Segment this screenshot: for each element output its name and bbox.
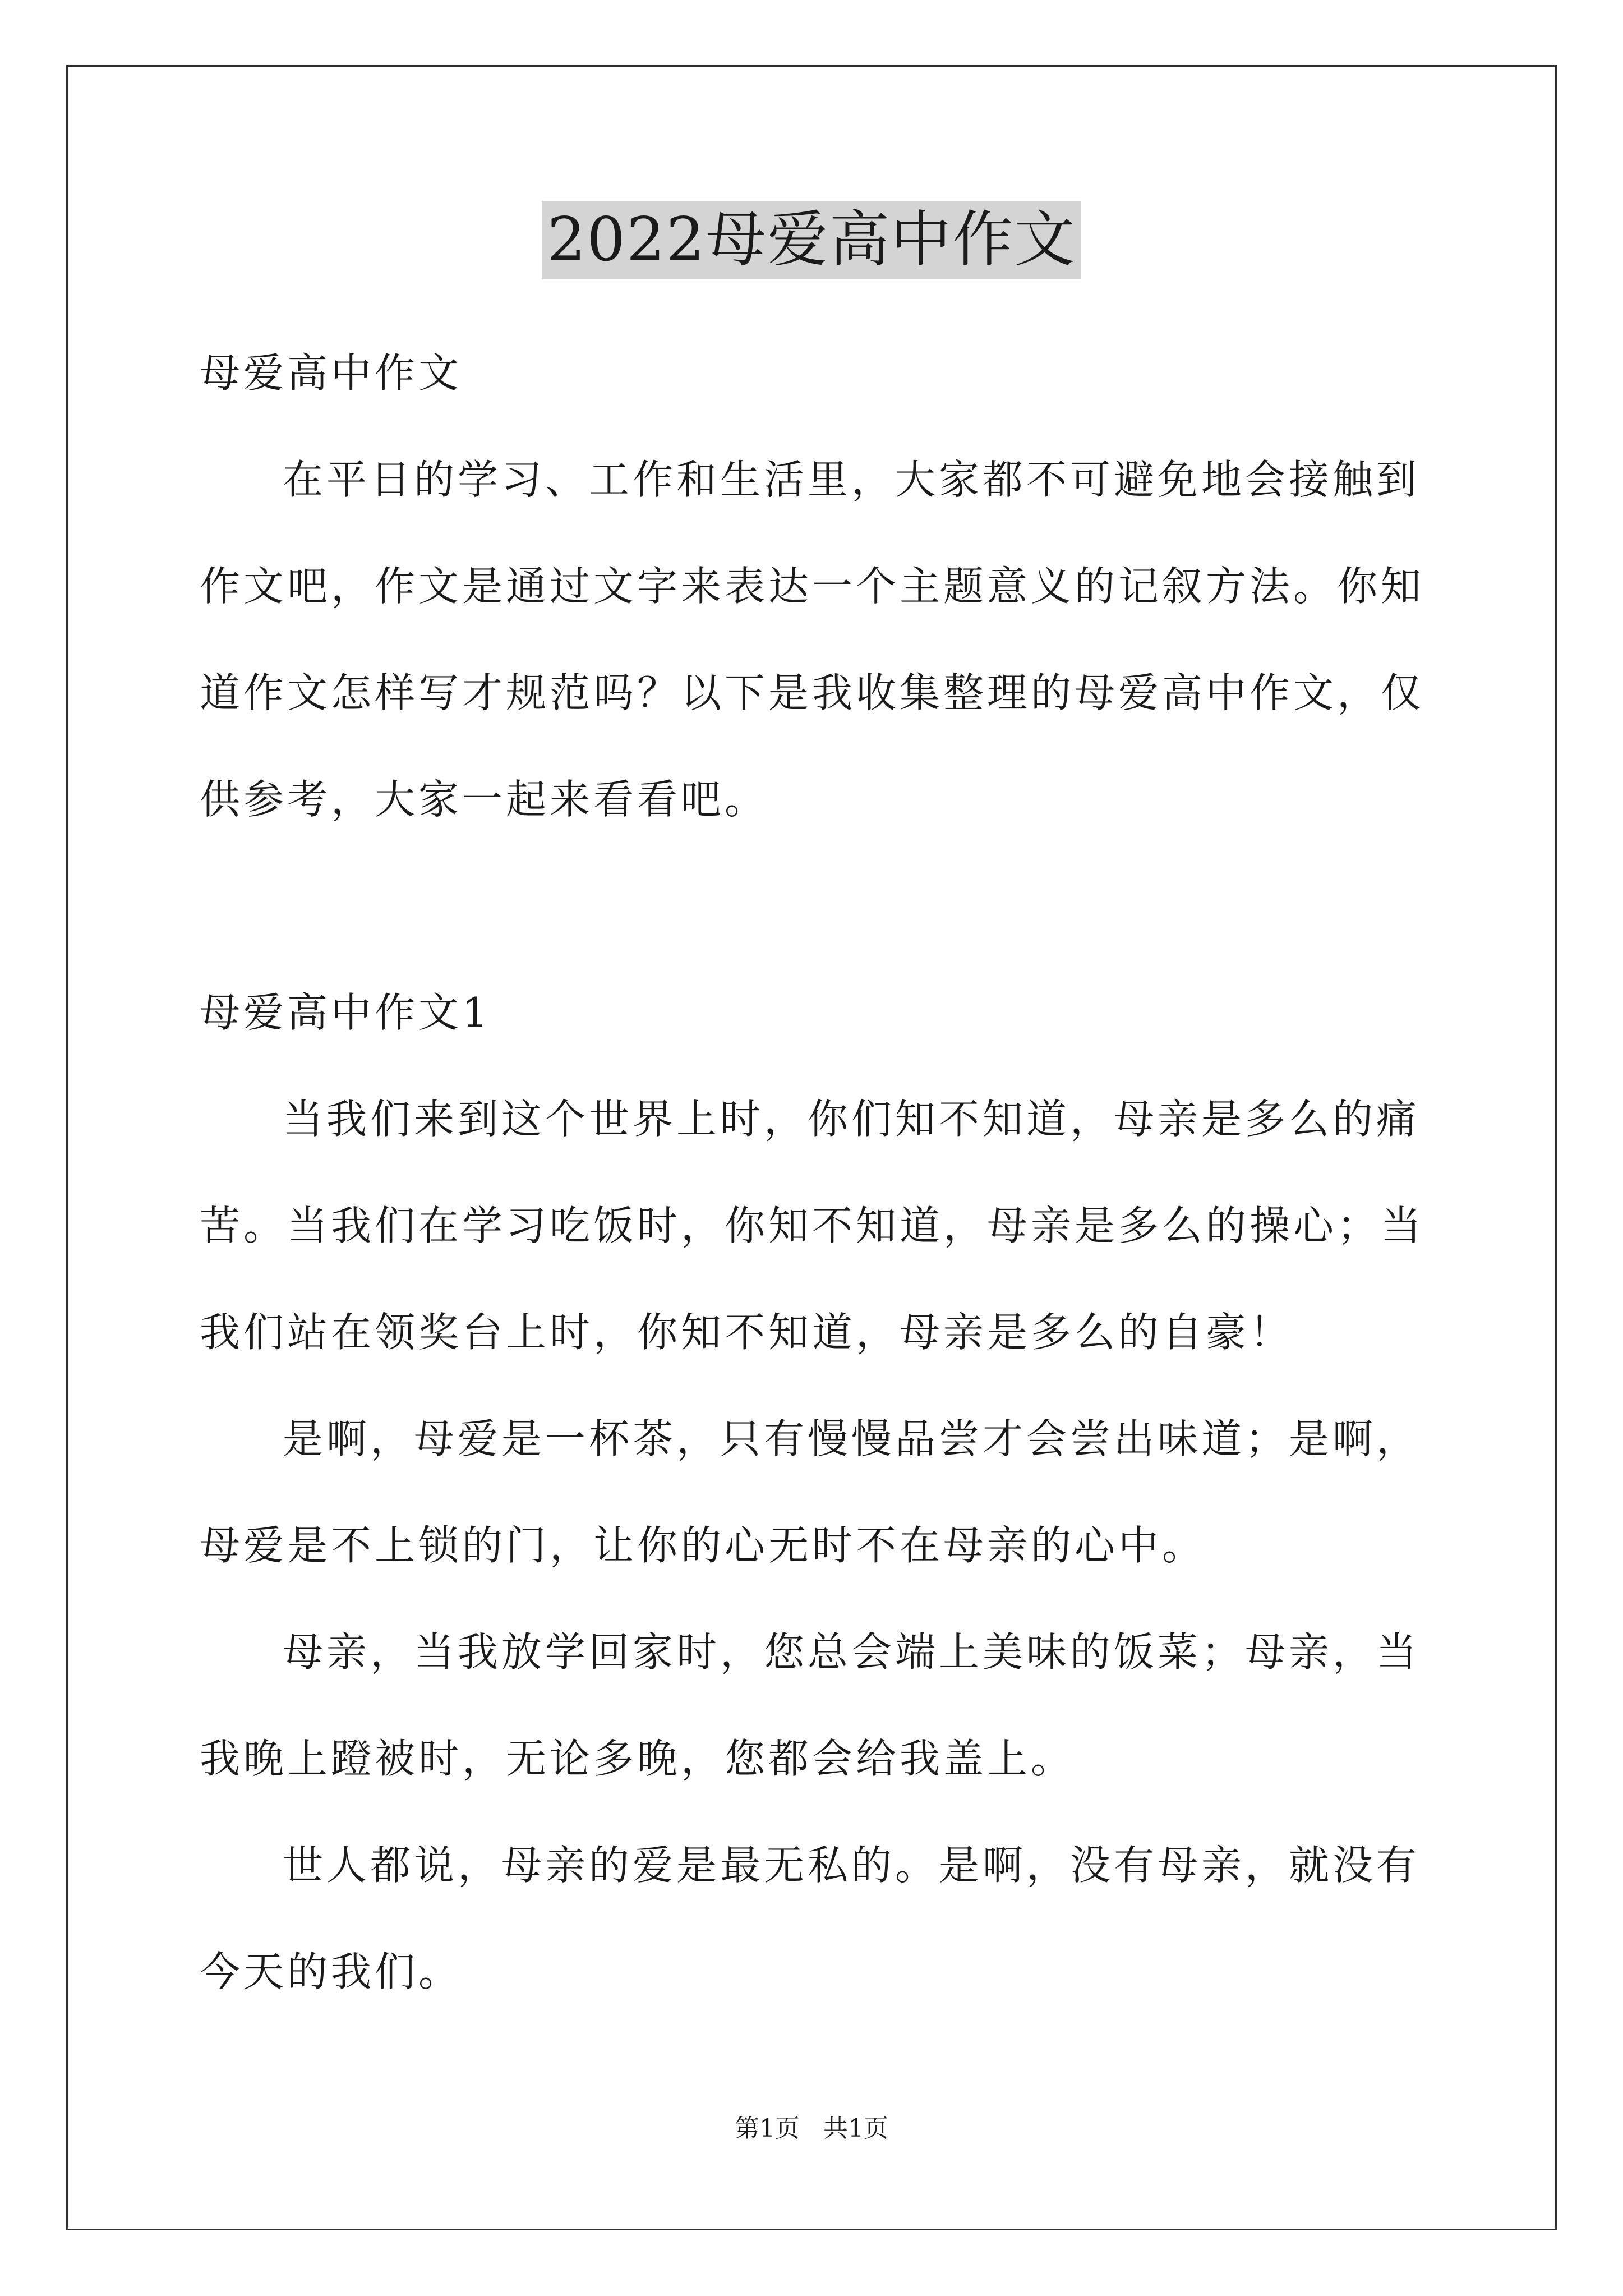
paragraph: 母亲，当我放学回家时，您总会端上美味的饭菜；母亲，当我晚上蹬被时，无论多晚，您都会给我盖上。 (200, 1628, 1421, 1782)
document-subtitle: 母爱高中作文 (200, 349, 463, 397)
page-number: 第1页 (735, 2114, 800, 2143)
section-spacer (200, 853, 1433, 959)
document-title: 2022母爱高中作文 (542, 201, 1082, 279)
page-footer (0, 2112, 1623, 2146)
intro-paragraph: 在平日的学习、工作和生活里，大家都不可避免地会接触到作文吧，作文是通过文字来表达一个主题意义的记叙方法。你知道作文怎样写才规范吗？以下是我收集整理的母爱高中作文，仅供参考，大家一起来看看吧。 (200, 456, 1425, 823)
section-heading: 母爱高中作文1 (200, 989, 491, 1036)
paragraph: 是啊，母爱是一杯茶，只有慢慢品尝才会尝出味道；是啊，母爱是不上锁的门，让你的心无时不在母亲的心中。 (200, 1415, 1421, 1569)
paragraph: 当我们来到这个世界上时，你们知不知道，母亲是多么的痛苦。当我们在学习吃饭时，你知不知道，母亲是多么的操心；当我们站在领奖台上时，你知不知道，母亲是多么的自豪！ (200, 1096, 1425, 1356)
page-total: 共1页 (823, 2114, 888, 2143)
paragraph: 世人都说，母亲的爱是最无私的。是啊，没有母亲，就没有今天的我们。 (200, 1842, 1421, 1995)
title-wrap (0, 201, 1623, 279)
document-body (200, 320, 1433, 2025)
